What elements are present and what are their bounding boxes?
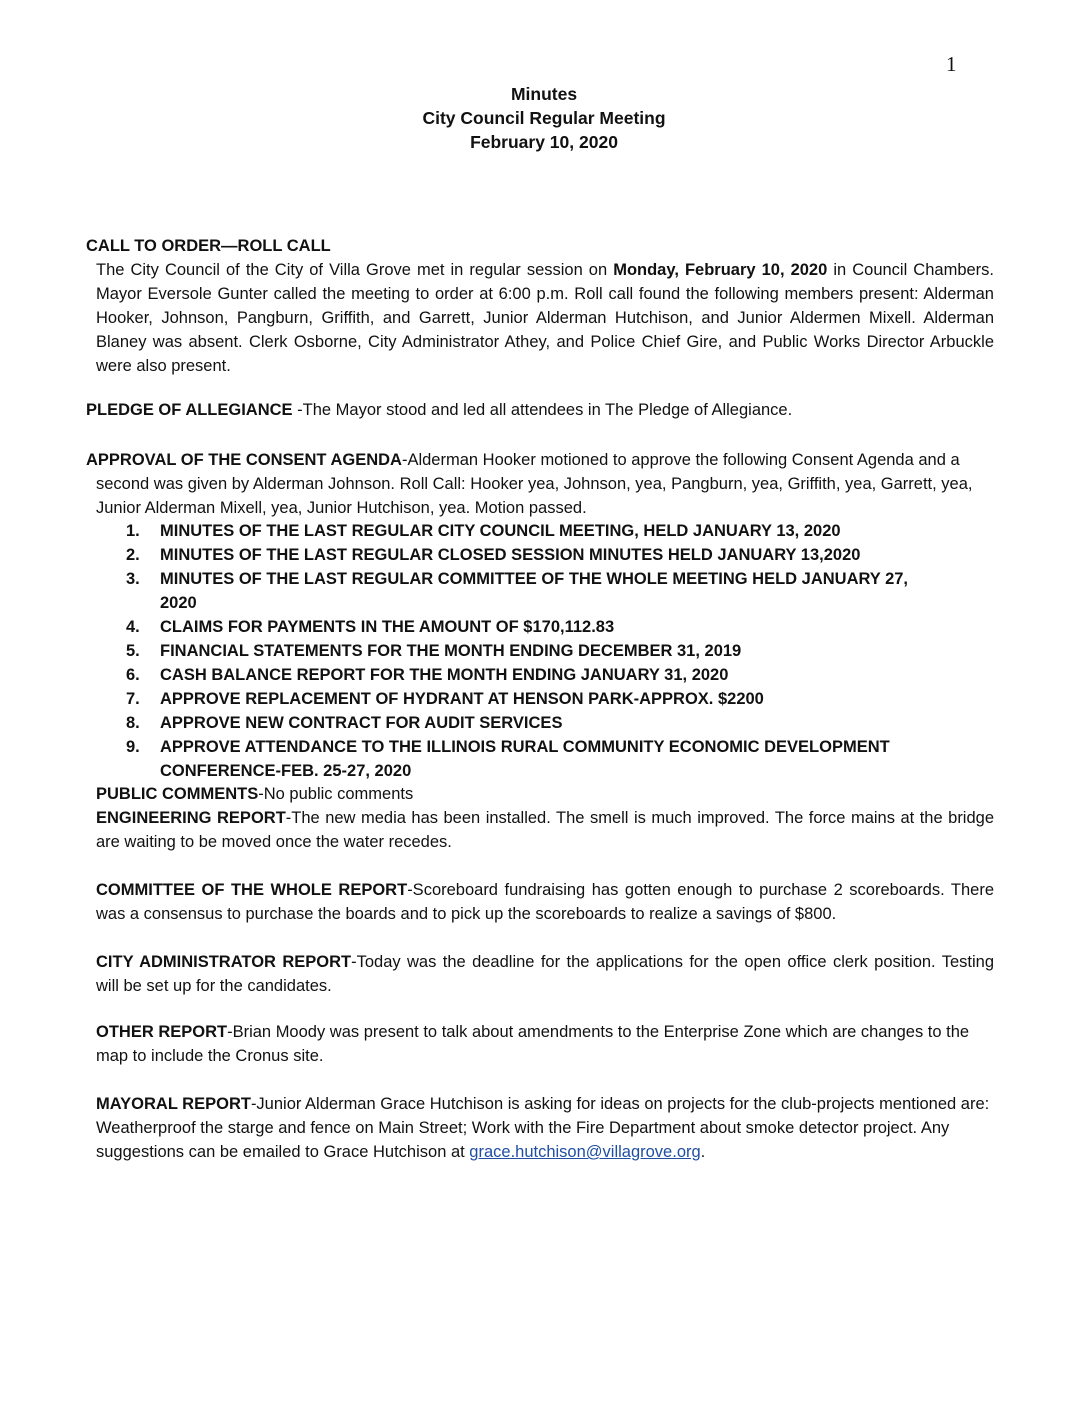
public-comments-heading: PUBLIC COMMENTS [96,785,259,803]
list-item-number: 8. [126,714,140,732]
mayoral-report-paragraph [96,1092,994,1164]
mayoral-report-end: . [700,1143,706,1161]
mayoral-report-text: -Junior Alderman Grace Hutchison is asking for ideas on projects for the club-projects mentioned are: Weatherproof the starge and fence on Main Street; Work with the Fire Department about smoke detector project. Any suggestions can be emailed to Grace Hutchison at [96,1095,990,1161]
consent-agenda-paragraph [86,448,1006,520]
list-item [126,687,940,711]
title-meeting-date: February 10, 2020 [470,132,618,152]
call-to-order-paragraph [96,258,994,378]
title-minutes: Minutes [510,84,578,104]
call-to-order-text-after: in Council Chambers. Mayor Eversole Gunter called the meeting to order at 6:00 p.m. Roll call found the following members present: Alderman Hooker, Johnson, Pangburn, Griffith, and Garrett, Junior Alderman Hutchison, and Junior Aldermen Mixell. Alderman Blaney was absent. Clerk Osborne, City Administrator Athey, and Police Chief Gire, and Public Works Director Arbuckle were also present. [96,261,994,375]
list-item-text: APPROVE ATTENDANCE TO THE ILLINOIS RURAL COMMUNITY ECONOMIC DEVELOPMENT CONFERENCE-FEB. 25-27, 2020 [160,738,890,780]
list-item [126,663,940,687]
mayoral-report-heading: MAYORAL REPORT [96,1095,251,1113]
list-item [126,639,940,663]
other-report-paragraph [96,1020,994,1068]
list-item-text: MINUTES OF THE LAST REGULAR CLOSED SESSION MINUTES HELD JANUARY 13,2020 [160,546,861,564]
list-item [126,519,940,543]
list-item-text: FINANCIAL STATEMENTS FOR THE MONTH ENDING DECEMBER 31, 2019 [160,642,742,660]
engineering-report-heading: ENGINEERING REPORT [96,809,286,827]
administrator-report-heading: CITY ADMINISTRATOR REPORT [96,953,352,971]
call-to-order-heading [86,234,996,258]
committee-report-paragraph [96,878,994,926]
list-item-number: 7. [126,690,140,708]
committee-report-text: -Scoreboard fundraising has gotten enough to purchase 2 scoreboards. There was a consensus to purchase the boards and to pick up the scoreboards to realize a savings of $800. [96,881,994,923]
list-item-number: 2. [126,546,140,564]
consent-agenda-list [126,519,940,783]
list-item-number: 3. [126,570,140,588]
list-item [126,543,940,567]
other-report-heading: OTHER REPORT [96,1023,228,1041]
document-title [0,82,1088,154]
list-item-text: CASH BALANCE REPORT FOR THE MONTH ENDING JANUARY 31, 2020 [160,666,729,684]
call-to-order-text-before: The City Council of the City of Villa Grove met in regular session on [96,261,614,279]
pledge-text: -The Mayor stood and led all attendees in The Pledge of Allegiance. [292,401,793,419]
list-item-text: MINUTES OF THE LAST REGULAR COMMITTEE OF THE WHOLE MEETING HELD JANUARY 27, 2020 [160,570,909,612]
list-item-text: APPROVE NEW CONTRACT FOR AUDIT SERVICES [160,714,563,732]
list-item-text: MINUTES OF THE LAST REGULAR CITY COUNCIL MEETING, HELD JANUARY 13, 2020 [160,522,841,540]
page-number: 1 [946,52,957,76]
email-link[interactable]: grace.hutchison@villagrove.org [469,1143,701,1161]
public-comments-paragraph [96,782,994,806]
administrator-report-paragraph [96,950,994,998]
list-item [126,615,940,639]
other-report-text: -Brian Moody was present to talk about amendments to the Enterprise Zone which are changes to the map to include the Cronus site. [96,1023,970,1065]
pledge-heading: PLEDGE OF ALLEGIANCE [86,401,293,419]
consent-agenda-heading: APPROVAL OF THE CONSENT AGENDA [86,451,402,469]
list-item-number: 6. [126,666,140,684]
public-comments-text: -No public comments [258,785,414,803]
list-item-number: 5. [126,642,140,660]
call-to-order-heading-text: CALL TO ORDER—ROLL CALL [86,237,331,255]
list-item-text: CLAIMS FOR PAYMENTS IN THE AMOUNT OF $170,112.83 [160,618,615,636]
meeting-date-bold: Monday, February 10, 2020 [613,261,828,279]
engineering-report-paragraph [96,806,994,854]
list-item [126,711,940,735]
engineering-report-text: -The new media has been installed. The smell is much improved. The force mains at the bridge are waiting to be moved once the water recedes. [96,809,995,851]
title-meeting-type: City Council Regular Meeting [422,108,666,128]
list-item-text: APPROVE REPLACEMENT OF HYDRANT AT HENSON PARK-APPROX. $2200 [160,690,764,708]
consent-agenda-text: -Alderman Hooker motioned to approve the following Consent Agenda and a second was given by Alderman Johnson. Roll Call: Hooker yea, Johnson, yea, Pangburn, yea, Griffith, yea, Garrett, yea, Junior Alderman Mixell, yea, Junior Hutchison, yea. Motion passed. [96,451,973,517]
list-item-number: 9. [126,738,140,756]
list-item [126,735,900,783]
administrator-report-text: -Today was the deadline for the applications for the open office clerk position. Testing will be set up for the candidates. [96,953,994,995]
list-item-number: 1. [126,522,140,540]
committee-report-heading: COMMITTEE OF THE WHOLE REPORT [96,881,408,899]
pledge-paragraph [86,398,996,422]
list-item-number: 4. [126,618,140,636]
list-item [126,567,940,615]
